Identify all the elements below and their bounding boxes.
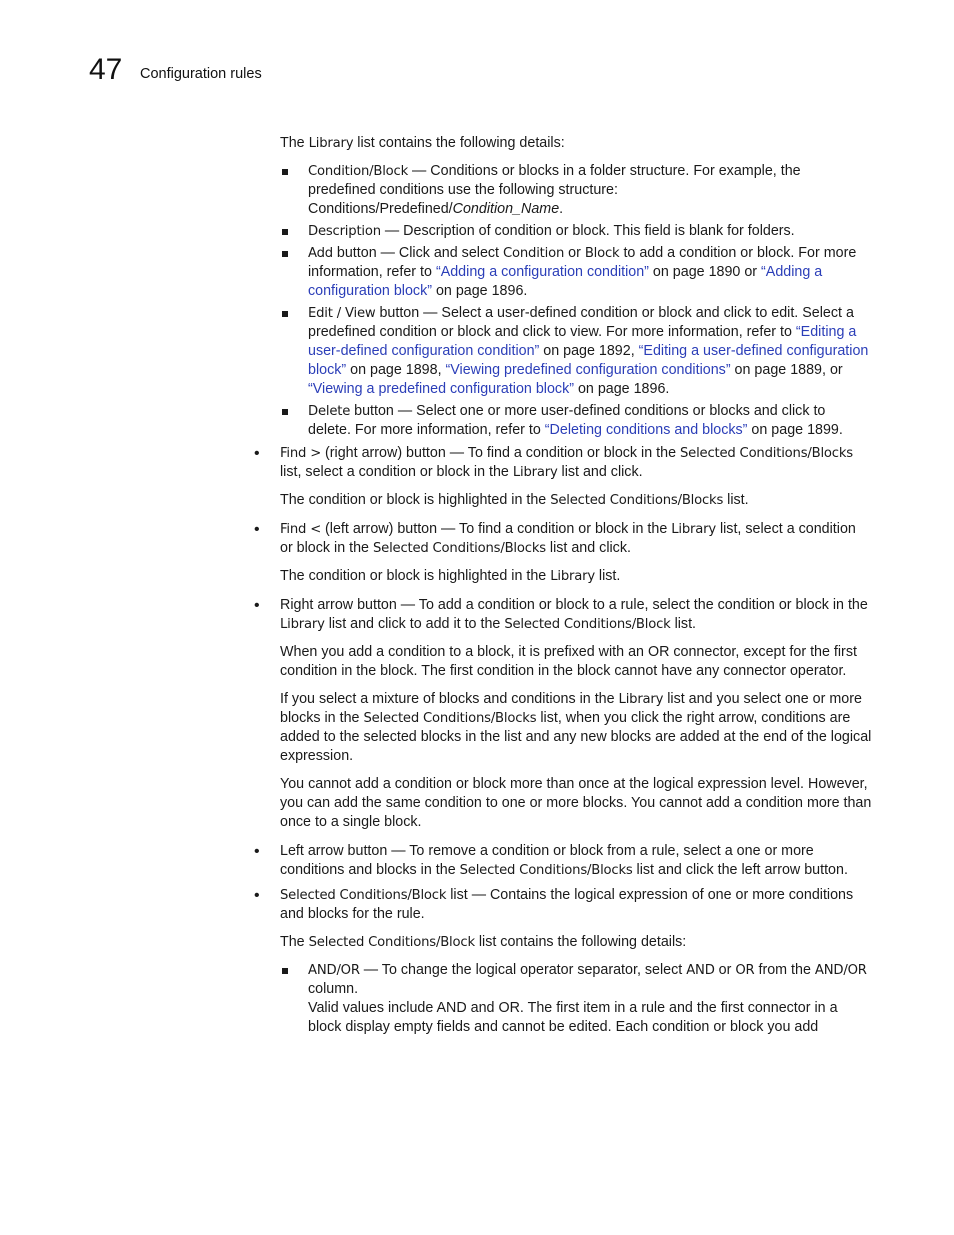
link-editing-user-defined-condition[interactable]: “Editing a user-defined configuration condition” [308, 324, 857, 359]
link-editing-user-defined-block[interactable]: “Editing a user-defined configuration block” [308, 343, 869, 378]
link-adding-configuration-block[interactable]: “Adding a configuration block” [308, 264, 823, 299]
bullet-list [280, 444, 872, 1037]
list-item: Description — Description of condition or block. This field is blank for folders. [280, 222, 872, 241]
bullet-find-right: • Find > (right arrow) button — To find a condition or block in the Selected Conditions/Blocks list, select a condition or block in the Library list and click. The condition or block is highlighted in the Selected Conditions/Blocks list. [280, 444, 872, 510]
link-viewing-predefined-block[interactable]: “Viewing a predefined configuration block” [308, 381, 574, 397]
chapter-title: Configuration rules [140, 66, 262, 82]
bullet-selected-conditions: • Selected Conditions/Block list — Contains the logical expression of one or more conditions and blocks for the rule. The Selected Conditions/Block list contains the following details: AND/OR — To change the logical operator separator, select AND or OR from the AND/OR column. Valid values include AND and OR. The first item in a rule and the first connector in a block display empty fields and cannot be edited. Each condition or block you add [280, 886, 872, 1037]
bullet-right-arrow: • Right arrow button — To add a condition or block to a rule, select the condition or block in the Library list and click to add it to the Selected Conditions/Block list. When you add a condition to a block, it is prefixed with an OR connector, except for the first condition in the block. The first condition in the block cannot have any connector operator. If you select a mixture of blocks and conditions in the Library list and you select one or more blocks in the Selected Conditions/Blocks list, when you click the right arrow, conditions are added to the selected blocks in the list and any new blocks are added at the end of the logical expression. You cannot add a condition or block more than once at the logical expression level. However, you can add the same condition to one or more blocks. You cannot add a condition more than once to a single block. [280, 596, 872, 832]
list-item: AND/OR — To change the logical operator separator, select AND or OR from the AND/OR column. Valid values include AND and OR. The first item in a rule and the first connector in a block display empty fields and cannot be edited. Each condition or block you add [280, 961, 872, 1037]
library-details-list [280, 162, 872, 440]
link-viewing-predefined-conditions[interactable]: “Viewing predefined configuration conditions” [445, 362, 731, 378]
bullet-find-left: • Find < (left arrow) button — To find a condition or block in the Library list, select a condition or block in the Selected Conditions/Blocks list and click. The condition or block is highlighted in the Library list. [280, 520, 872, 586]
list-item: Delete button — Select one or more user-defined conditions or blocks and click to delete. For more information, refer to “Deleting conditions and blocks” on page 1899. [280, 402, 872, 440]
library-intro: The Library list contains the following details: [280, 135, 565, 151]
list-item: Condition/Block — Conditions or blocks in a folder structure. For example, the predefined conditions use the following structure: Conditions/Predefined/Condition_Name. [280, 162, 872, 219]
selected-details-list [280, 961, 872, 1037]
link-adding-configuration-condition[interactable]: “Adding a configuration condition” [435, 264, 649, 280]
page-content [280, 134, 872, 1046]
link-deleting-conditions-blocks[interactable]: “Deleting conditions and blocks” [544, 422, 748, 438]
chapter-number: 47 [89, 53, 123, 86]
list-item: Add button — Click and select Condition or Block to add a condition or block. For more information, refer to “Adding a configuration condition” on page 1890 or “Adding a configuration block” on page 1896. [280, 244, 872, 301]
list-item: Edit / View button — Select a user-defined condition or block and click to edit. Select a predefined condition or block and click to view. For more information, refer to “Editing a user-defined configuration condition” on page 1892, “Editing a user-defined configuration block” on page 1898, “Viewing predefined configuration conditions” on page 1889, or “Viewing a predefined configuration block” on page 1896. [280, 304, 872, 399]
bullet-left-arrow: • Left arrow button — To remove a condition or block from a rule, select a one or more conditions and blocks in the Selected Conditions/Blocks list and click the left arrow button. [280, 842, 872, 880]
